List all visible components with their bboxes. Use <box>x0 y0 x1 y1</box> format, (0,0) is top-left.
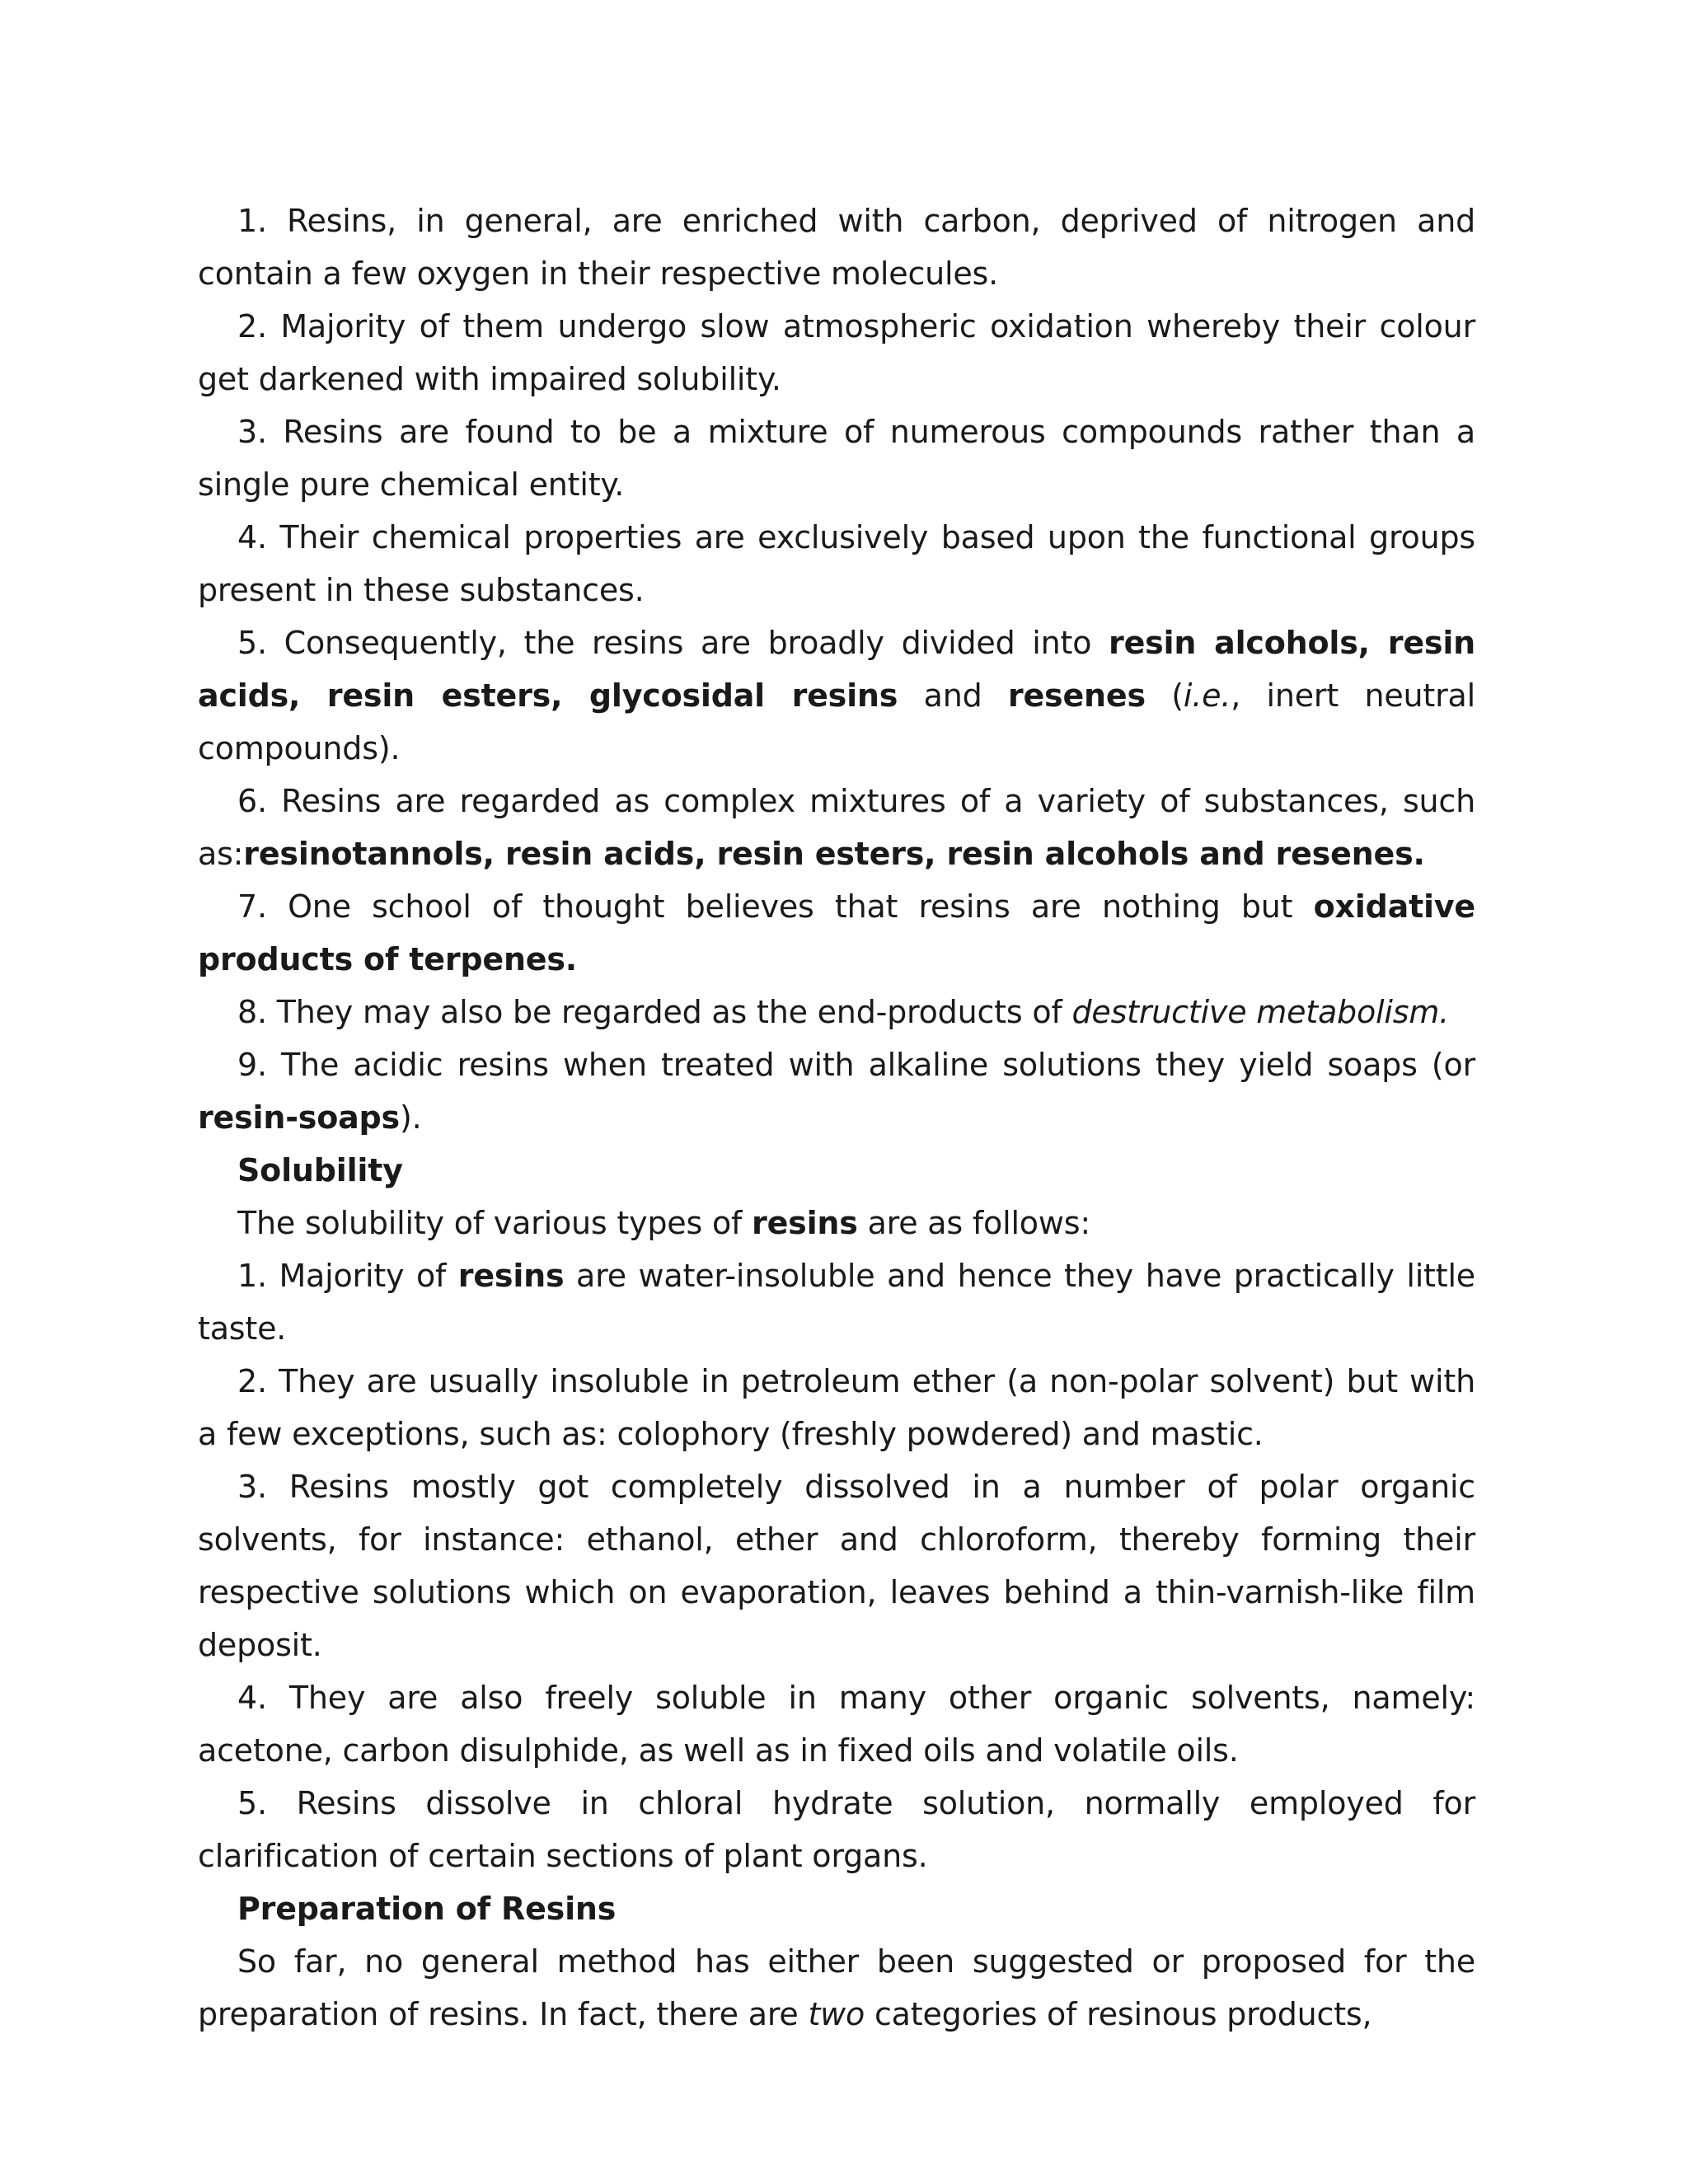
property-item-7 <box>198 880 1475 986</box>
text-run: 4. They are also freely soluble in many other organic solvents, namely: acetone, carbon disulphide, as well as in fixed oils and volatile oils. <box>198 1680 1475 1769</box>
property-item-1 <box>198 194 1475 300</box>
text-run: 5. Resins dissolve in chloral hydrate solution, normally employed for clarification of certain sections of plant organs. <box>198 1785 1475 1874</box>
text-run: 1. Majority of <box>237 1258 458 1294</box>
text-run: are water-insoluble and hence they have practically little taste. <box>198 1258 1475 1347</box>
text-run: 5. Consequently, the resins are broadly divided into <box>237 625 1109 661</box>
italic-term: two <box>808 1996 865 2032</box>
text-run: 3. Resins are found to be a mixture of numerous compounds rather than a single pure chemical entity. <box>198 414 1475 503</box>
text-run: 9. The acidic resins when treated with alkaline solutions they yield soaps (or <box>237 1047 1475 1083</box>
text-run: 6. Resins are regarded as complex mixtures of a variety of substances, such as: <box>198 783 1475 872</box>
solubility-heading: Solubility <box>237 1152 403 1188</box>
text-run: 2. They are usually insoluble in petroleum ether (a non-polar solvent) but with a few exceptions, such as: colophory (freshly powdered) and mastic. <box>198 1363 1475 1452</box>
property-item-4 <box>198 511 1475 616</box>
text-run: are as follows: <box>857 1205 1090 1241</box>
preparation-heading: Preparation of Resins <box>237 1891 617 1927</box>
text-run: 8. They may also be regarded as the end-products of <box>237 994 1072 1030</box>
text-run: 7. One school of thought believes that resins are nothing but <box>237 888 1314 925</box>
bold-term: resin-soaps <box>198 1099 400 1136</box>
properties-list <box>198 194 1475 1144</box>
property-item-8 <box>198 986 1475 1038</box>
bold-term: resinotannols, resin acids, resin esters, resin alcohols and resenes. <box>243 836 1425 872</box>
text-run: The solubility of various types of <box>237 1205 753 1241</box>
solubility-item-1 <box>198 1249 1475 1355</box>
text-run: and <box>898 677 1008 714</box>
preparation-intro <box>198 1935 1475 2041</box>
property-item-6 <box>198 775 1475 880</box>
solubility-intro <box>198 1197 1475 1249</box>
bold-term: resin alcohols, resin acids, resin esters, glycosidal resins <box>198 625 1476 714</box>
text-run: 4. Their chemical properties are exclusively based upon the functional groups present in these substances. <box>198 519 1475 608</box>
bold-term: resins <box>457 1258 565 1294</box>
solubility-list <box>198 1249 1475 1882</box>
solubility-item-4 <box>198 1671 1475 1777</box>
solubility-item-3 <box>198 1460 1475 1671</box>
bold-term: resenes <box>1007 677 1146 714</box>
text-run: So far, no general method has either been suggested or proposed for the preparation of resins. In fact, there are <box>198 1943 1475 2032</box>
property-item-5 <box>198 616 1475 775</box>
bold-term: oxidative products of terpenes. <box>198 888 1475 977</box>
text-run: 3. Resins mostly got completely dissolved in a number of polar organic solvents, for instance: ethanol, ether and chloroform, thereby forming their respective solutions which on evaporation, leaves behind a thin-varnish-like film deposit. <box>198 1469 1475 1663</box>
document-page <box>198 194 1475 2041</box>
solubility-item-5 <box>198 1777 1475 1882</box>
property-item-2 <box>198 300 1475 405</box>
property-item-9 <box>198 1038 1475 1144</box>
text-run: , inert neutral compounds). <box>198 677 1475 766</box>
text-run: 1. Resins, in general, are enriched with carbon, deprived of nitrogen and contain a few oxygen in their respective molecules. <box>198 203 1475 292</box>
bold-term: resins <box>752 1205 858 1241</box>
text-run: ). <box>399 1099 422 1136</box>
solubility-item-2 <box>198 1355 1475 1460</box>
text-run: categories of resinous products, <box>865 1996 1372 2032</box>
text-run: 2. Majority of them undergo slow atmospheric oxidation whereby their colour get darkened with impaired solubility. <box>198 308 1475 397</box>
text-run: ( <box>1145 677 1184 714</box>
italic-term: i.e. <box>1183 677 1231 714</box>
property-item-3 <box>198 405 1475 511</box>
italic-term: destructive metabolism. <box>1071 994 1450 1030</box>
